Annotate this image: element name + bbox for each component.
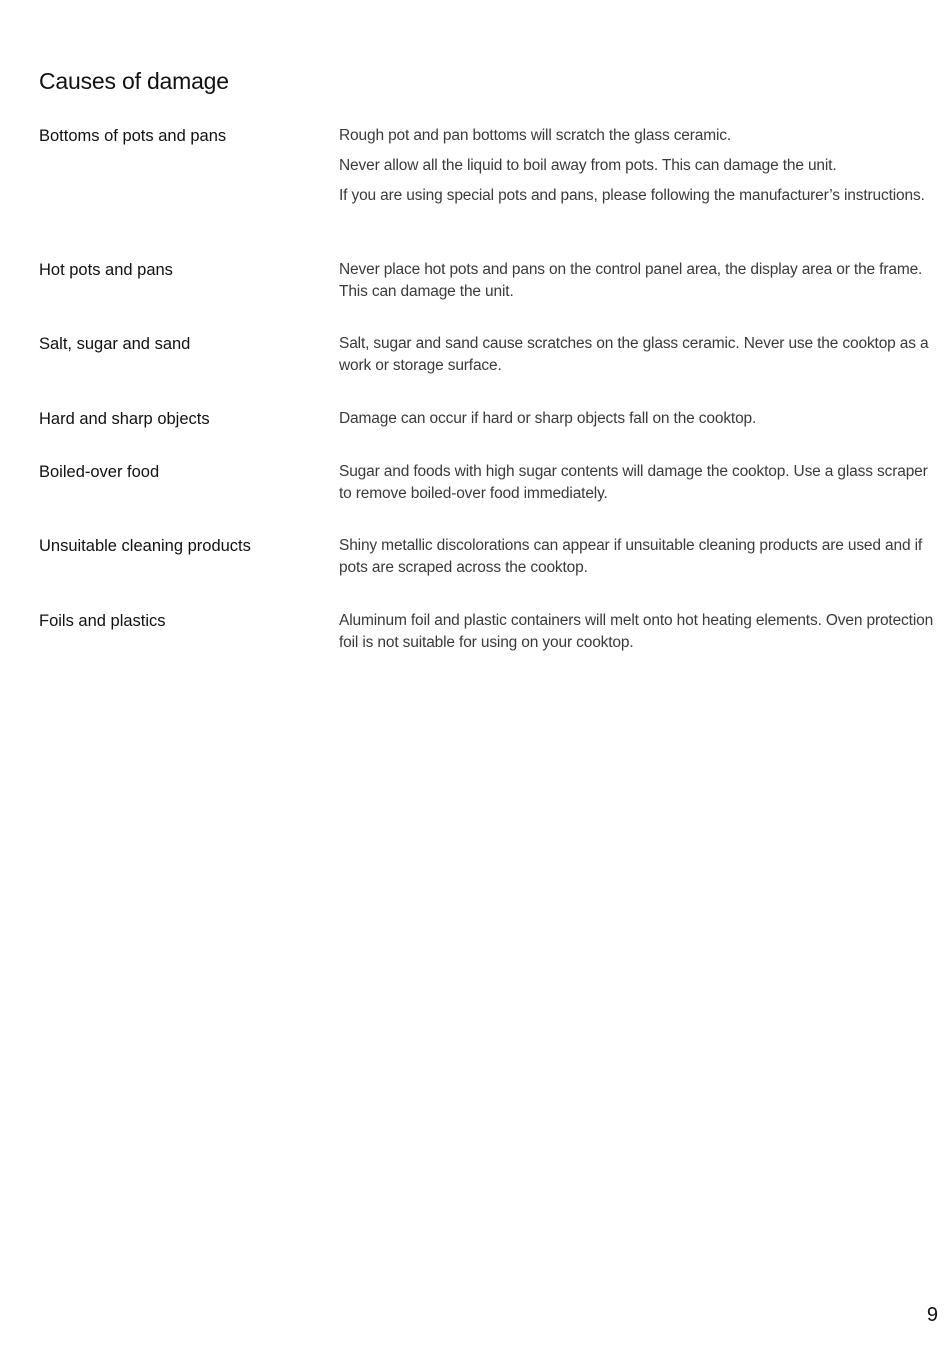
section-body xyxy=(339,333,939,385)
paragraph: Sugar and foods with high sugar contents will damage the cooktop. Use a glass scraper to remove boiled-over food immediately. xyxy=(339,463,928,502)
paragraph: Aluminum foil and plastic containers will melt onto hot heating elements. Oven protection foil is not suitable for using on your cooktop. xyxy=(339,612,934,651)
section-heading: Bottoms of pots and pans xyxy=(39,127,227,145)
page-number: 9 xyxy=(926,1304,938,1326)
section-body xyxy=(339,461,939,513)
section-body xyxy=(339,535,939,587)
paragraph: Never place hot pots and pans on the control panel area, the display area or the frame. This can damage the unit. xyxy=(339,261,923,300)
paragraph: Never allow all the liquid to boil away from pots. This can damage the unit. xyxy=(339,157,837,174)
paragraph: Damage can occur if hard or sharp objects fall on the cooktop. xyxy=(339,410,757,427)
section-heading: Hot pots and pans xyxy=(39,261,173,279)
section-heading: Boiled-over food xyxy=(39,463,160,481)
paragraph: Rough pot and pan bottoms will scratch the glass ceramic. xyxy=(339,127,732,144)
section-heading: Unsuitable cleaning products xyxy=(39,537,251,555)
section-body xyxy=(339,259,939,311)
paragraph: If you are using special pots and pans, please following the manufacturer’s instructions. xyxy=(339,187,925,204)
section-body xyxy=(339,125,939,215)
page-title: Causes of damage xyxy=(39,68,229,94)
section-heading: Hard and sharp objects xyxy=(39,410,210,428)
paragraph: Shiny metallic discolorations can appear if unsuitable cleaning products are used and if pots are scraped across the cooktop. xyxy=(339,537,923,576)
section-heading: Salt, sugar and sand xyxy=(39,335,191,353)
paragraph: Salt, sugar and sand cause scratches on the glass ceramic. Never use the cooktop as a work or storage surface. xyxy=(339,335,929,374)
section-heading: Foils and plastics xyxy=(39,612,166,630)
section-body xyxy=(339,408,939,438)
section-body xyxy=(339,610,939,662)
